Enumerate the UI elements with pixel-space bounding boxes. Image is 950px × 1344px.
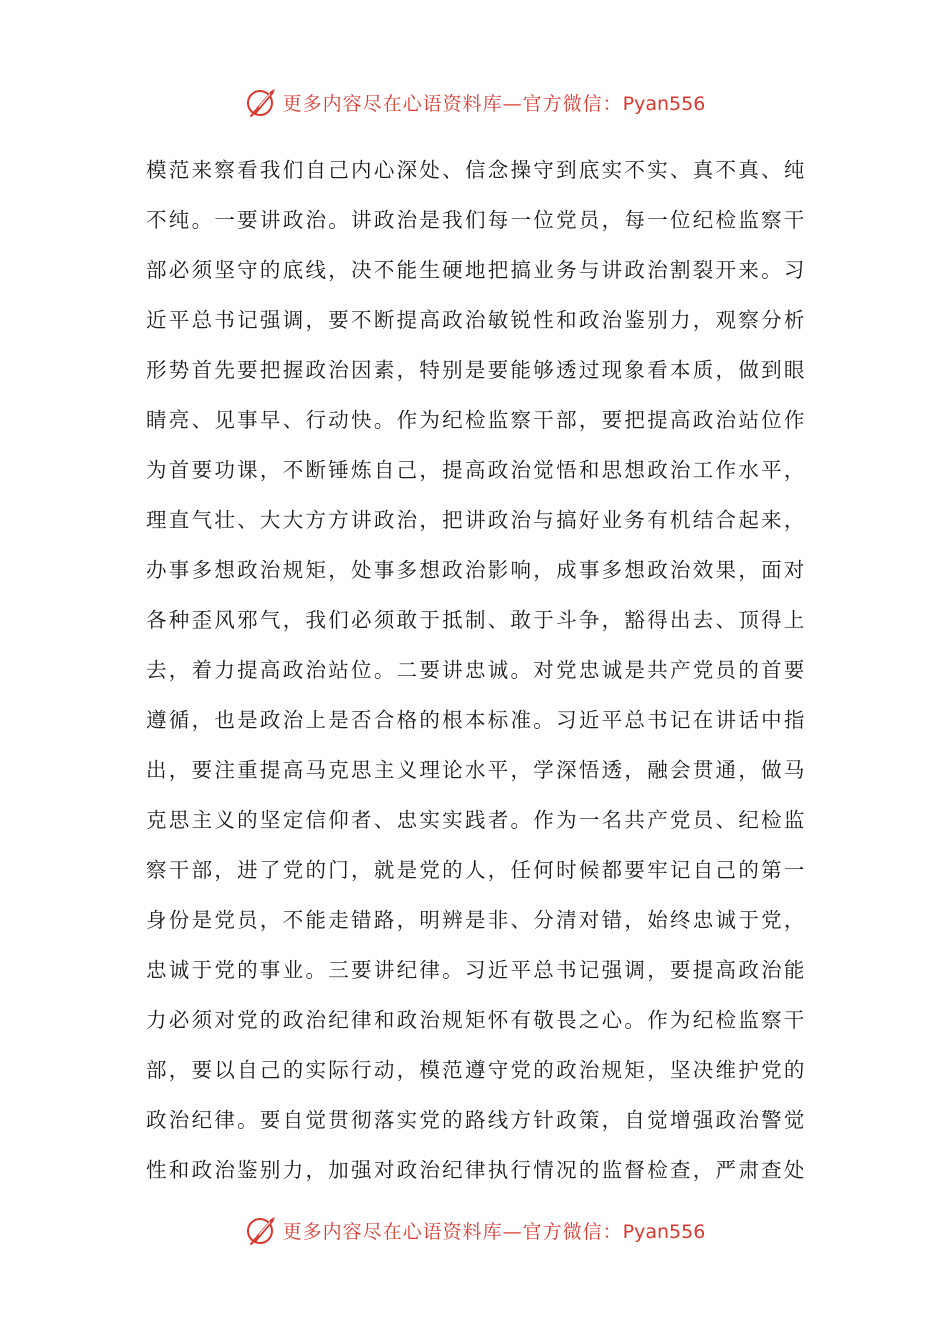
body-text: [146, 145, 806, 1195]
text-line: 政治纪律。要自觉贯彻落实党的路线方针政策，自觉增强政治警觉: [146, 1108, 806, 1132]
wechat-id: Pyan556: [622, 92, 706, 115]
text-line: 身份是党员，不能走错路，明辨是非、分清对错，始终忠诚于党，: [146, 908, 806, 932]
text-line: 不纯。一要讲政治。讲政治是我们每一位党员，每一位纪检监察干: [146, 208, 806, 232]
text-line: 忠诚于党的事业。三要讲纪律。习近平总书记强调，要提高政治能: [146, 958, 806, 982]
text-line: 部必须坚守的底线，决不能生硬地把搞业务与讲政治割裂开来。习: [146, 258, 806, 282]
text-line: 近平总书记强调，要不断提高政治敏锐性和政治鉴别力，观察分析: [146, 308, 806, 332]
text-line: 性和政治鉴别力，加强对政治纪律执行情况的监督检查，严肃查处: [146, 1158, 806, 1182]
text-line: 模范来察看我们自己内心深处、信念操守到底实不实、真不真、纯: [146, 158, 806, 182]
text-line: 睛亮、见事早、行动快。作为纪检监察干部，要把提高政治站位作: [146, 408, 806, 432]
text-line: 出，要注重提高马克思主义理论水平，学深悟透，融会贯通，做马: [146, 758, 806, 782]
text-line: 察干部，进了党的门，就是党的人，任何时候都要牢记自己的第一: [146, 858, 806, 882]
text-line: 遵循，也是政治上是否合格的根本标准。习近平总书记在讲话中指: [146, 708, 806, 732]
text-line: 去，着力提高政治站位。二要讲忠诚。对党忠诚是共产党员的首要: [146, 658, 806, 682]
text-line: 办事多想政治规矩，处事多想政治影响，成事多想政治效果，面对: [146, 558, 806, 582]
text-line: 力必须对党的政治纪律和政治规矩怀有敬畏之心。作为纪检监察干: [146, 1008, 806, 1032]
banner-text: 更多内容尽在心语资料库—官方微信：Pyan556: [282, 1220, 706, 1243]
footer-banner: [0, 1210, 950, 1250]
text-line: 为首要功课，不断锤炼自己，提高政治觉悟和思想政治工作水平，: [146, 458, 806, 482]
banner-text: 更多内容尽在心语资料库—官方微信：Pyan556: [282, 92, 706, 115]
header-banner: [0, 82, 950, 122]
wechat-id: Pyan556: [622, 1220, 706, 1243]
text-line: 克思主义的坚定信仰者、忠实实践者。作为一名共产党员、纪检监: [146, 808, 806, 832]
text-line: 各种歪风邪气，我们必须敢于抵制、敢于斗争，豁得出去、顶得上: [146, 608, 806, 632]
text-line: 理直气壮、大大方方讲政治，把讲政治与搞好业务有机结合起来，: [146, 508, 806, 532]
quill-pen-logo-icon: [245, 85, 279, 119]
text-line: 形势首先要把握政治因素，特别是要能够透过现象看本质，做到眼: [146, 358, 806, 382]
quill-pen-logo-icon: [245, 1213, 279, 1247]
text-line: 部，要以自己的实际行动，模范遵守党的政治规矩，坚决维护党的: [146, 1058, 806, 1082]
